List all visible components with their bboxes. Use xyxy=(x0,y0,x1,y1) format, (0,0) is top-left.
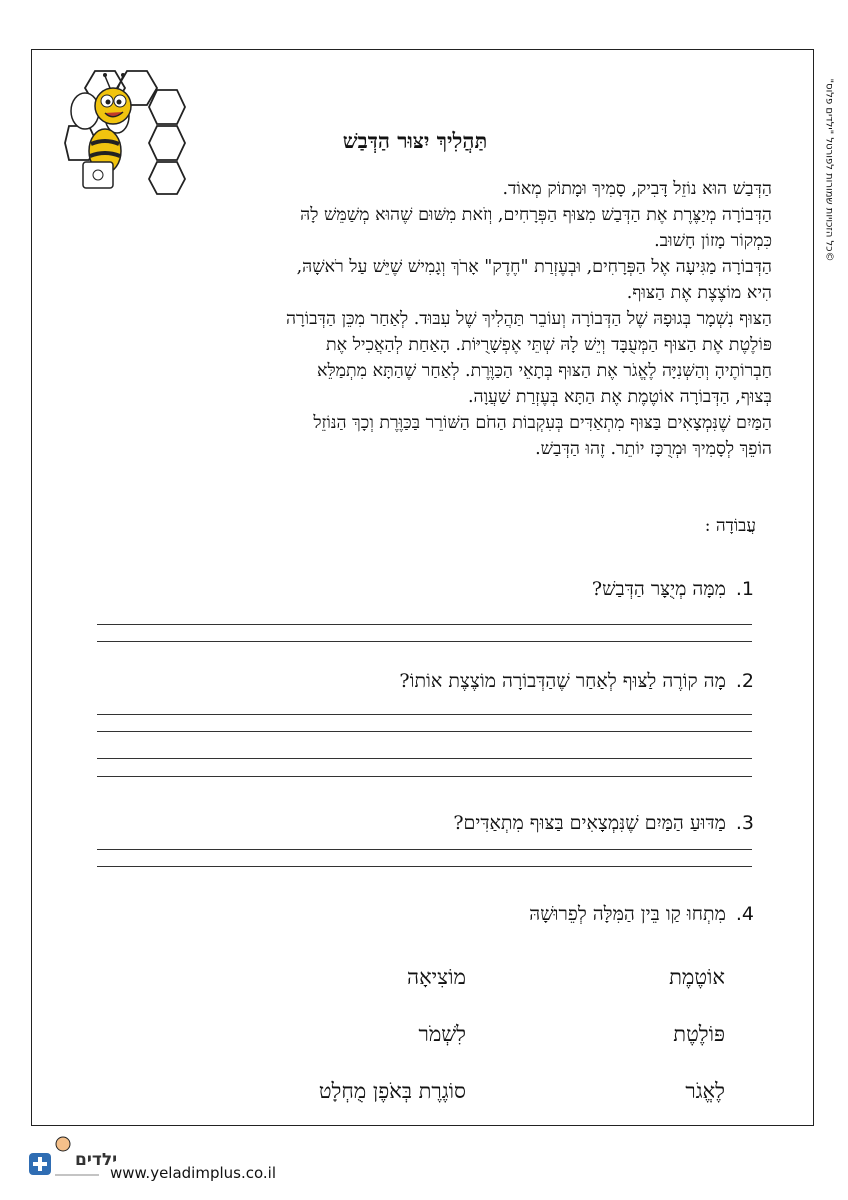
question-number: 2. xyxy=(735,670,754,692)
question-1 xyxy=(592,578,754,601)
question-number: 1. xyxy=(735,578,754,600)
answer-line[interactable] xyxy=(97,641,752,642)
text-line: בְּצוּף, הַדְּבוֹרָה אוֹטֶמֶת אֶת הַתָּא בְּעֶזְרַת שַׁעֲוָה. xyxy=(467,387,772,407)
text-line: הַמַּיִם שֶׁנִּמְצָאִים בַּצּוּף מִתְאַדִּים בְּעִקְבוֹת הַחֹם הַשּׁוֹרֵר בַּכַּוֶּרֶת וְכָךְ הַנּוֹזֵל xyxy=(313,413,772,433)
question-text: מַדּוּעַ הַמַּיִם שֶׁנִּמְצָאִים בַּצּוּף מִתְאַדִּים? xyxy=(453,812,726,834)
answer-line[interactable] xyxy=(97,866,752,867)
text-line: הַדְּבַשׁ הוּא נוֹזֵל דָּבִיק, סָמִיךְ וּמָתוֹק מְאוֹד. xyxy=(502,179,772,199)
question-4 xyxy=(529,903,754,926)
question-3 xyxy=(453,812,754,835)
question-number: 3. xyxy=(735,812,754,834)
match-word[interactable]: לֶאֱגֹר xyxy=(685,1079,725,1103)
question-2 xyxy=(399,670,754,693)
page-title: תַּהֲלִיךְ יִצּוּר הַדְּבַשׁ xyxy=(342,128,488,153)
text-line: הַדְּבוֹרָה מְיַצֶּרֶת אֶת הַדְּבַשׁ מִצּוּף הַפְּרָחִים, וְזֹאת מִשּׁוּם שֶׁהוּא מְשַׁמֵּשׁ לָהּ xyxy=(300,205,772,225)
logo-text: ילדים xyxy=(75,1150,118,1170)
text-line: חַבְרוֹתֶיהָ וְהַשְּׁנִיָּה לֶאֱגֹר אֶת הַצּוּף בְּתָאֵי הַכַּוֶּרֶת. לְאַחַר שֶׁהַתָּא מִתְמַלֵּא xyxy=(316,361,772,381)
match-word[interactable]: אוֹטֶמֶת xyxy=(669,965,725,989)
question-number: 4. xyxy=(735,903,754,925)
question-text: מִתְחוּ קַו בֵּין הַמִּלָּה לְפֵרוּשָׁהּ xyxy=(529,903,726,925)
answer-line[interactable] xyxy=(97,624,752,625)
match-meaning[interactable]: סוֹגֶרֶת בְּאֹפֶן מֻחְלָט xyxy=(318,1079,466,1103)
copyright-notice: ©כל הזכויות שמורות לפורטל "ילדים פלוס" xyxy=(823,78,835,262)
text-line: פּוֹלֶטֶת אֶת הַצּוּף הַמְּעֻבָּד וְיֵשׁ לָהּ שְׁתֵּי אֶפְשָׁרֻיּוֹת. הָאַחַת לְהַאֲכִיל אֶת xyxy=(325,335,772,355)
question-text: מָה קוֹרֶה לַצּוּף לְאַחַר שֶׁהַדְּבוֹרָה מוֹצֶצֶת אוֹתוֹ? xyxy=(399,670,726,692)
text-line: הַצּוּף נִשְׁמָר בְּגוּפָהּ שֶׁל הַדְּבוֹרָה וְעוֹבֵר תַּהֲלִיךְ שֶׁל עִבּוּד. לְאַחַר מִכֵּן הַדְּבוֹרָה xyxy=(285,309,772,329)
text-line: הַדְּבוֹרָה מַגִּיעָה אֶל הַפְּרָחִים, וּבְעֶזְרַת "חֶדֶק" אָרֹךְ וְגָמִישׁ שֶׁיֵּשׁ עַל רֹאשָׁהּ, xyxy=(296,257,772,277)
yeladim-plus-logo xyxy=(27,1135,118,1180)
answer-line[interactable] xyxy=(97,714,752,715)
task-heading: עֲבוֹדָה : xyxy=(704,516,756,536)
match-meaning[interactable]: לִשְׁמֹר xyxy=(418,1022,466,1046)
question-text: מִמָּה מְיֻצָּר הַדְּבַשׁ? xyxy=(591,578,726,600)
match-word[interactable]: פּוֹלֶטֶת xyxy=(673,1022,725,1046)
answer-line[interactable] xyxy=(97,731,752,732)
text-line: הוֹפֵךְ לְסָמִיךְ וּמְרֻכָּז יוֹתֵר. זֶהוּ הַדְּבַשׁ. xyxy=(535,439,772,459)
text-line: הִיא מוֹצֶצֶת אֶת הַצּוּף. xyxy=(626,283,772,303)
answer-line[interactable] xyxy=(97,758,752,759)
answer-line[interactable] xyxy=(97,776,752,777)
website-link[interactable]: www.yeladimplus.co.il xyxy=(110,1164,277,1182)
text-line: כִּמְקוֹר מָזוֹן חָשׁוּב. xyxy=(654,231,772,251)
answer-line[interactable] xyxy=(97,849,752,850)
match-meaning[interactable]: מוֹצִיאָה xyxy=(406,965,466,989)
